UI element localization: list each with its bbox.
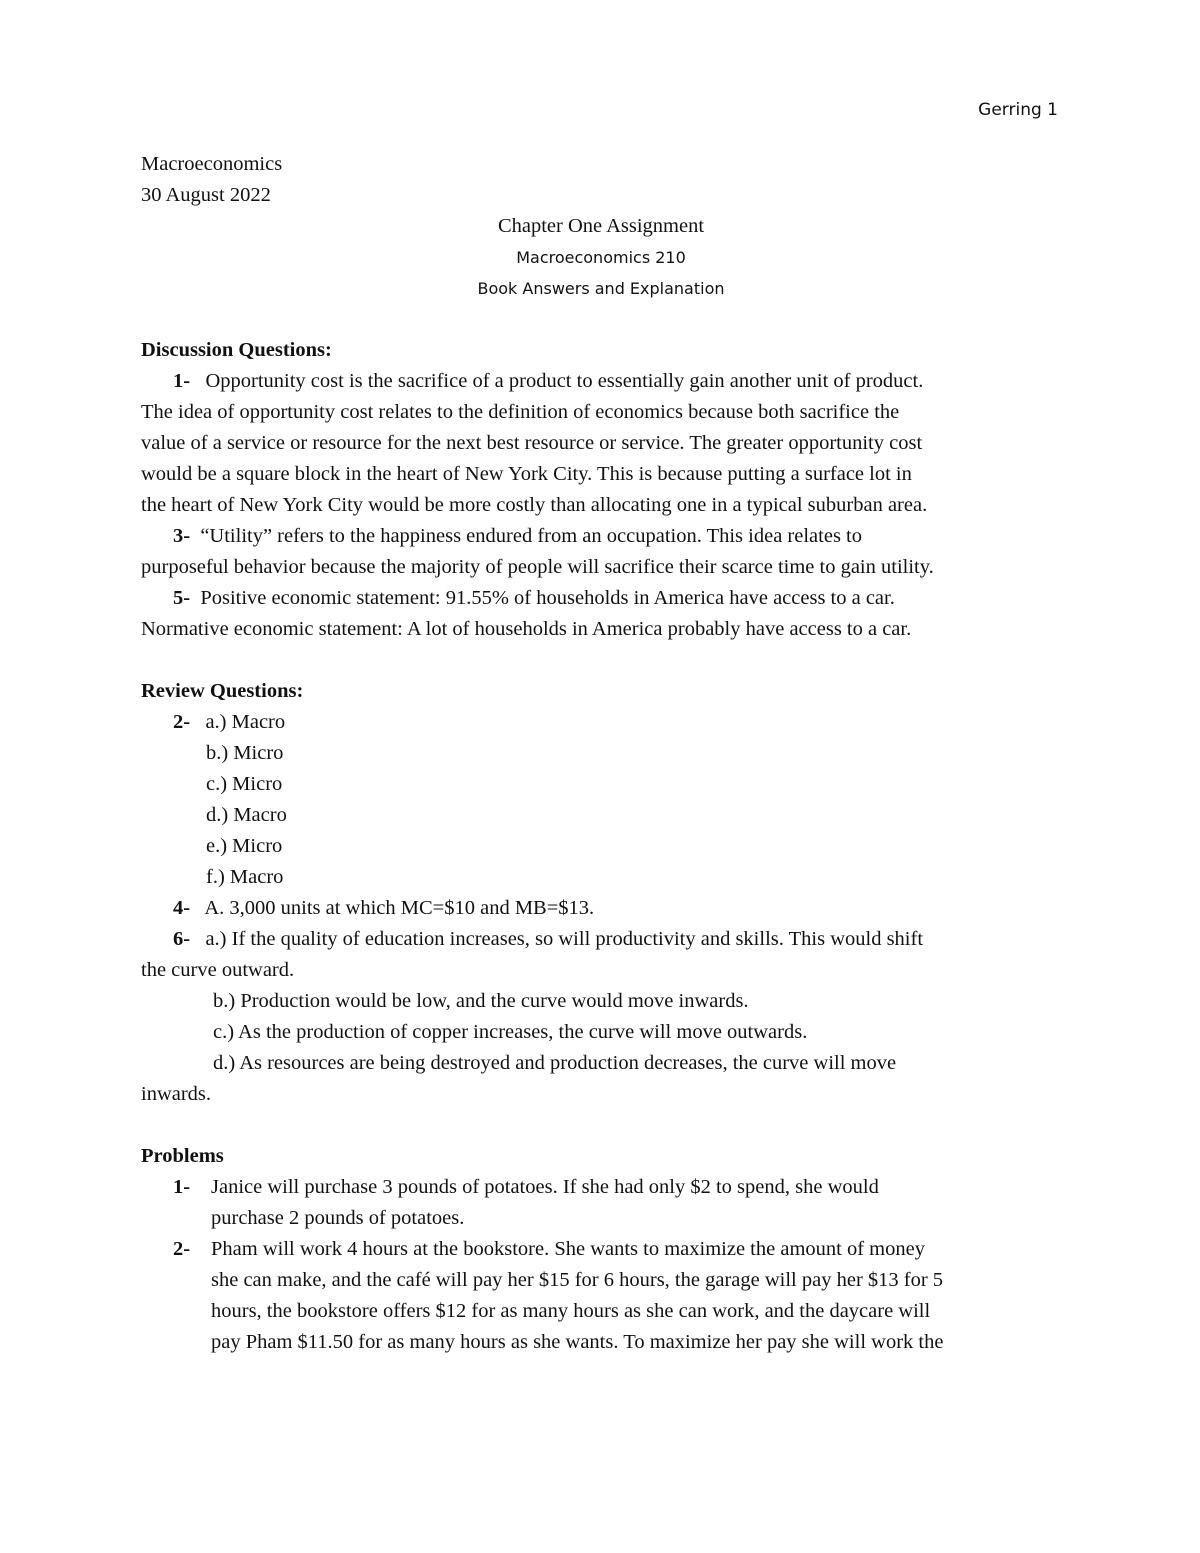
review-heading: Review Questions: (141, 680, 304, 702)
date: 30 August 2022 (141, 184, 271, 206)
review-q2-item: b.) Micro (206, 742, 284, 764)
question-number: 2- (173, 711, 191, 733)
review-q2-line (141, 707, 1061, 738)
question-number: 6- (173, 928, 191, 950)
review-q4-line (141, 893, 1061, 924)
title-course-number: Macroeconomics 210 (516, 248, 686, 267)
problem-number: 1- (173, 1176, 191, 1198)
problem-2-line: pay Pham $11.50 for as many hours as she wants. To maximize her pay she will work the (211, 1331, 944, 1353)
review-q2-item: c.) Micro (206, 773, 283, 795)
page-header: Gerring 1 (978, 100, 1058, 120)
discussion-heading: Discussion Questions: (141, 339, 332, 361)
answer-text: Pham will work 4 hours at the bookstore. She wants to maximize the amount of money (211, 1238, 925, 1260)
problems-heading: Problems (141, 1145, 224, 1167)
discussion-q1-line: The idea of opportunity cost relates to the definition of economics because both sacrifice the (141, 401, 900, 423)
problem-2-line: she can make, and the café will pay her $15 for 6 hours, the garage will pay her $13 for 5 (211, 1269, 944, 1291)
review-q6-line (141, 924, 1061, 955)
problem-number: 2- (173, 1238, 191, 1260)
title-main: Chapter One Assignment (497, 215, 705, 237)
answer-text: Positive economic statement: 91.55% of households in America have access to a car. (200, 587, 895, 609)
discussion-q5-line (141, 583, 1061, 614)
problem-2-line (141, 1234, 1061, 1265)
discussion-q3-line (141, 521, 1061, 552)
document-body (141, 149, 1061, 1358)
review-q2-item: f.) Macro (206, 866, 284, 888)
review-q6-line: c.) As the production of copper increases, the curve will move outwards. (213, 1021, 808, 1043)
problem-1-line (141, 1172, 1061, 1203)
problem-1-line: purchase 2 pounds of potatoes. (211, 1207, 465, 1229)
answer-text: “Utility” refers to the happiness endured from an occupation. This idea relates to (200, 525, 862, 547)
answer-text: Janice will purchase 3 pounds of potatoes. If she had only $2 to spend, she would (211, 1176, 879, 1198)
answer-text: a.) If the quality of education increases, so will productivity and skills. This would shift (205, 928, 924, 950)
question-number: 4- (173, 897, 191, 919)
title-subtitle: Book Answers and Explanation (477, 279, 725, 298)
discussion-q3-line: purposeful behavior because the majority of people will sacrifice their scarce time to gain utility. (141, 556, 934, 578)
review-q6-line: inwards. (141, 1083, 212, 1105)
question-number: 1- (173, 370, 191, 392)
question-number: 5- (173, 587, 191, 609)
problem-2-line: hours, the bookstore offers $12 for as many hours as she can work, and the daycare will (211, 1300, 931, 1322)
review-q6-line: b.) Production would be low, and the curve would move inwards. (213, 990, 749, 1012)
discussion-q1-line (141, 366, 1061, 397)
answer-text: A. 3,000 units at which MC=$10 and MB=$13. (204, 897, 595, 919)
question-number: 3- (173, 525, 191, 547)
answer-item: a.) Macro (205, 711, 286, 733)
course-name: Macroeconomics (141, 153, 283, 175)
review-q6-line: d.) As resources are being destroyed and production decreases, the curve will move (213, 1052, 897, 1074)
review-q2-item: d.) Macro (206, 804, 287, 826)
discussion-q5-line: Normative economic statement: A lot of households in America probably have access to a car. (141, 618, 912, 640)
review-q2-item: e.) Micro (206, 835, 283, 857)
review-q6-line: the curve outward. (141, 959, 295, 981)
discussion-q1-line: the heart of New York City would be more costly than allocating one in a typical suburban area. (141, 494, 928, 516)
answer-text: Opportunity cost is the sacrifice of a product to essentially gain another unit of product. (205, 370, 924, 392)
discussion-q1-line: value of a service or resource for the next best resource or service. The greater opportunity cost (141, 432, 923, 454)
discussion-q1-line: would be a square block in the heart of New York City. This is because putting a surface lot in (141, 463, 912, 485)
